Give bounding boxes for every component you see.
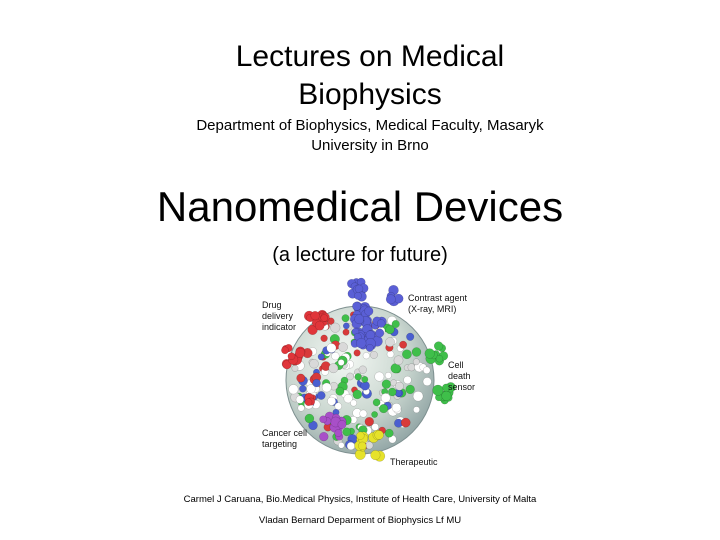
lattice-atom	[392, 403, 401, 412]
lattice-atom	[363, 352, 370, 359]
drug-delivery-atom	[321, 315, 328, 322]
lattice-atom	[394, 356, 403, 365]
lattice-atom	[338, 442, 344, 448]
lattice-atom	[399, 341, 406, 348]
therapeutic-atom	[371, 450, 381, 460]
lattice-atom	[385, 372, 391, 378]
drug-delivery-atom	[281, 347, 288, 354]
drug-delivery-atom	[305, 399, 312, 406]
cancer-targeting-atom	[319, 432, 328, 441]
lattice-atom	[343, 329, 349, 335]
lattice-atom	[327, 343, 336, 352]
lattice-atom	[318, 354, 324, 360]
lattice-atom	[292, 365, 298, 371]
lattice-atom	[402, 350, 411, 359]
cancer-targeting-atom	[338, 420, 346, 428]
lattice-atom	[296, 396, 304, 404]
lattice-atom	[342, 315, 349, 322]
lattice-atom	[385, 338, 394, 347]
lattice-atom	[370, 351, 377, 358]
lattice-atom	[406, 385, 415, 394]
lattice-atom	[343, 428, 351, 436]
cell-death-sensor-atom	[434, 342, 443, 351]
lattice-atom	[372, 411, 378, 417]
contrast-agent-atom	[356, 338, 366, 348]
lattice-atom	[413, 407, 419, 413]
series-title: Lectures on Medical Biophysics	[235, 40, 505, 111]
therapeutic-atom	[357, 432, 365, 440]
lattice-atom	[372, 423, 379, 430]
lattice-atom	[423, 377, 431, 385]
lattice-atom	[359, 366, 367, 374]
lattice-atom	[321, 335, 328, 342]
lattice-atom	[413, 359, 419, 365]
lattice-atom	[353, 390, 362, 399]
lattice-atom	[305, 414, 314, 423]
lattice-atom	[385, 429, 393, 437]
label-therapeutic: Therapeutic	[390, 457, 438, 467]
lattice-atom	[362, 376, 368, 382]
lattice-atom	[401, 418, 410, 427]
label-drug-delivery: Drug delivery indicator	[262, 300, 297, 332]
contrast-agent-atom	[366, 344, 373, 351]
author-line: Vladan Bernard Deparment of Biophysics Lf MU	[258, 515, 462, 526]
lattice-atom	[289, 385, 299, 395]
lattice-atom	[322, 383, 331, 392]
lattice-atom	[373, 399, 380, 406]
lattice-atom	[379, 404, 388, 413]
drug-delivery-atom	[311, 311, 320, 320]
contrast-agent-atom	[355, 315, 364, 324]
lattice-atom	[375, 372, 384, 381]
label-cell-death-sensor: Cell death sensor	[448, 360, 476, 392]
label-cancer-targeting: Cancer cell targeting	[262, 428, 308, 449]
lattice-atom	[413, 391, 423, 401]
lattice-atom	[382, 380, 391, 389]
lattice-atom	[354, 350, 361, 357]
slide-subtitle: (a lecture for future)	[272, 244, 448, 266]
lattice-atom	[387, 351, 394, 358]
label-contrast-agent: Contrast agent (X-ray, MRI)	[408, 293, 468, 314]
lattice-atom	[343, 323, 349, 329]
drug-delivery-atom	[315, 321, 324, 330]
lattice-atom	[317, 391, 325, 399]
lattice-atom	[338, 343, 347, 352]
contrast-agent-atom	[376, 329, 384, 337]
lattice-atom	[335, 403, 342, 410]
drug-delivery-atom	[288, 353, 295, 360]
lattice-atom	[332, 352, 340, 360]
lattice-atom	[412, 348, 421, 357]
lattice-atom	[329, 364, 338, 373]
nanodevice-figure	[256, 276, 480, 476]
image-credit: Carmel J Caruana, Bio.Medical Physics, Institute of Health Care, University of Malta	[183, 494, 537, 505]
lattice-atom	[404, 376, 412, 384]
cell-death-sensor-atom	[433, 385, 444, 396]
lattice-atom	[360, 410, 367, 417]
department-line: Department of Biophysics, Medical Faculty, Masaryk University in Brno	[196, 117, 544, 154]
lattice-atom	[310, 359, 319, 368]
lattice-atom	[331, 323, 341, 333]
therapeutic-atom	[358, 442, 366, 450]
contrast-agent-atom	[365, 307, 374, 316]
lattice-atom	[388, 388, 396, 396]
cancer-targeting-atom	[335, 429, 342, 436]
lattice-atom	[347, 442, 355, 450]
lattice-atom	[336, 387, 344, 395]
cell-death-sensor-atom	[425, 349, 435, 359]
therapeutic-atom	[375, 431, 384, 440]
lattice-atom	[381, 393, 390, 402]
contrast-agent-atom	[386, 295, 395, 304]
lattice-atom	[366, 442, 373, 449]
lattice-atom	[355, 373, 362, 380]
lattice-atom	[327, 397, 335, 405]
lattice-atom	[350, 400, 356, 406]
lattice-atom	[298, 405, 305, 412]
lattice-atom	[395, 382, 403, 390]
lattice-atom	[338, 359, 344, 365]
lattice-atom	[297, 374, 305, 382]
lattice-atom	[423, 367, 430, 374]
lattice-atom	[408, 364, 415, 371]
lattice-atom	[313, 379, 321, 387]
contrast-agent-atom	[354, 292, 361, 299]
slide-title: Nanomedical Devices	[156, 183, 564, 230]
cell-death-sensor-atom	[436, 355, 443, 362]
lattice-atom	[299, 385, 306, 392]
lattice-atom	[406, 333, 414, 341]
contrast-agent-atom	[377, 320, 385, 328]
cancer-targeting-atom	[320, 416, 327, 423]
contrast-agent-atom	[352, 302, 361, 311]
lattice-atom	[392, 320, 400, 328]
